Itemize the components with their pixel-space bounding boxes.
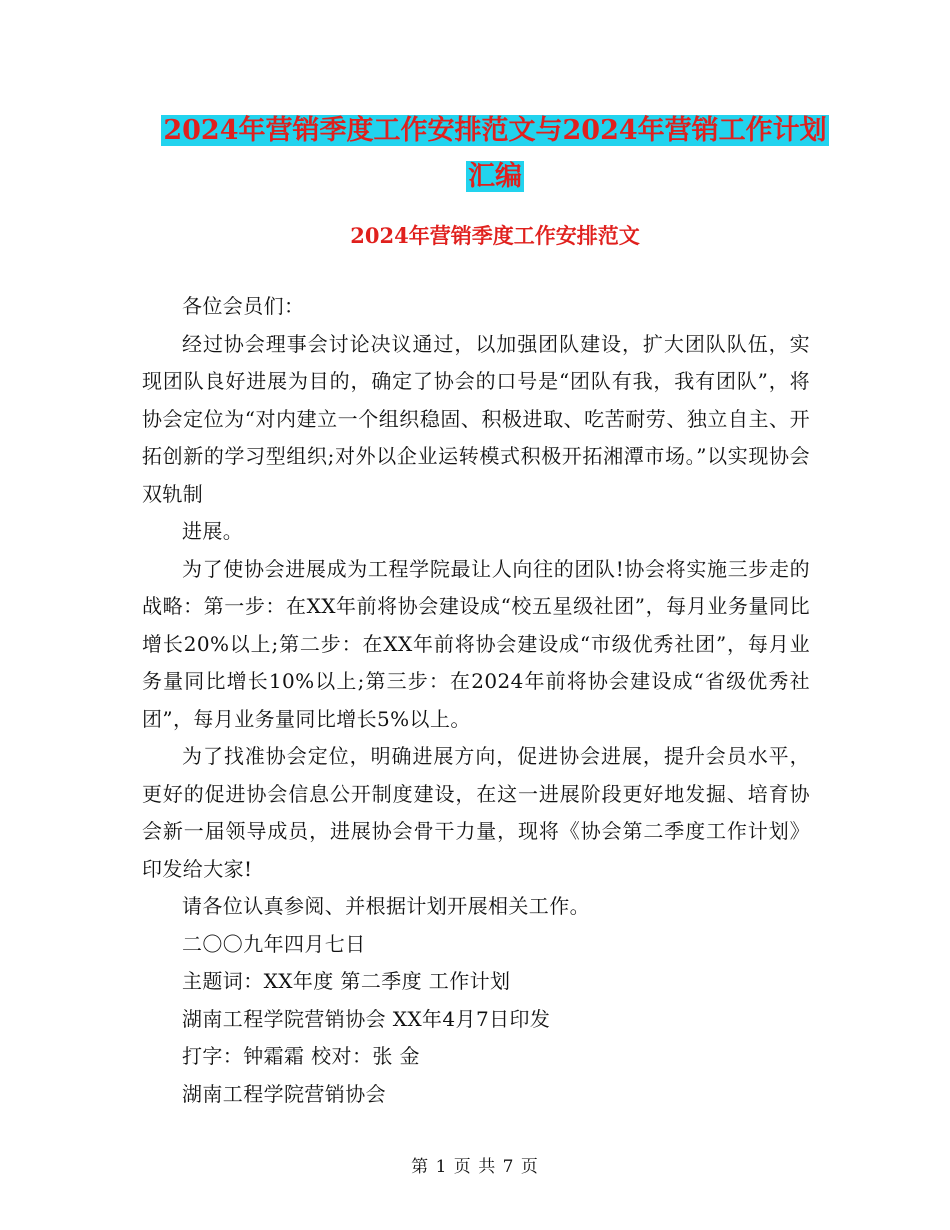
document-title [140, 108, 850, 200]
salutation: 各位会员们： [182, 294, 305, 318]
title-line-1: 2024年营销季度工作安排范文与2024年营销工作计划 [163, 115, 827, 146]
keywords-line: 主题词：XX年度 第二季度 工作计划 [182, 969, 511, 993]
paragraph: 为了找准协会定位，明确进展方向，促进协会进展，提升会员水平，更好的促进协会信息公开制度建设，在这一进展阶段更好地发掘、培育协会新一届领导成员，进展协会骨干力量，现将《协会第二季度工作计划》印发给大家! [142, 744, 810, 881]
organization-line: 湖南工程学院营销协会 [182, 1081, 386, 1106]
issuer-line: 湖南工程学院营销协会 XX年4月7日印发 [182, 1006, 551, 1031]
paragraph: 为了使协会进展成为工程学院最让人向往的团队!协会将实施三步走的战略：第一步：在XX年前将协会建设成“校五星级社团”，每月业务量同比增长20%以上;第二步：在XX年前将协会建设成“市级优秀社团”，每月业务量同比增长10%以上;第三步：在2024年前将协会建设成“省级优秀社团”，每月业务量同比增长5%以上。 [142, 556, 810, 731]
document-body [142, 288, 810, 1113]
date-line: 二〇〇九年四月七日 [182, 931, 366, 956]
page-number: 第 1 页 共 7 页 [411, 1157, 539, 1177]
title-line-2: 汇编 [468, 161, 522, 192]
paragraph: 进展。 [182, 519, 244, 543]
section-title: 2024年营销季度工作安排范文 [350, 223, 640, 248]
paragraph: 经过协会理事会讨论决议通过，以加强团队建设，扩大团队队伍，实现团队良好进展为目的，确定了协会的口号是“团队有我，我有团队”，将协会定位为“对内建立一个组织稳固、积极进取、吃苦耐劳、独立自主、开拓创新的学习型组织;对外以企业运转模式积极开拓湘潭市场。”以实现协会双轨制 [142, 331, 810, 506]
typist-line: 打字：钟霜霜 校对：张 金 [182, 1044, 420, 1068]
paragraph: 请各位认真参阅、并根据计划开展相关工作。 [182, 894, 590, 918]
